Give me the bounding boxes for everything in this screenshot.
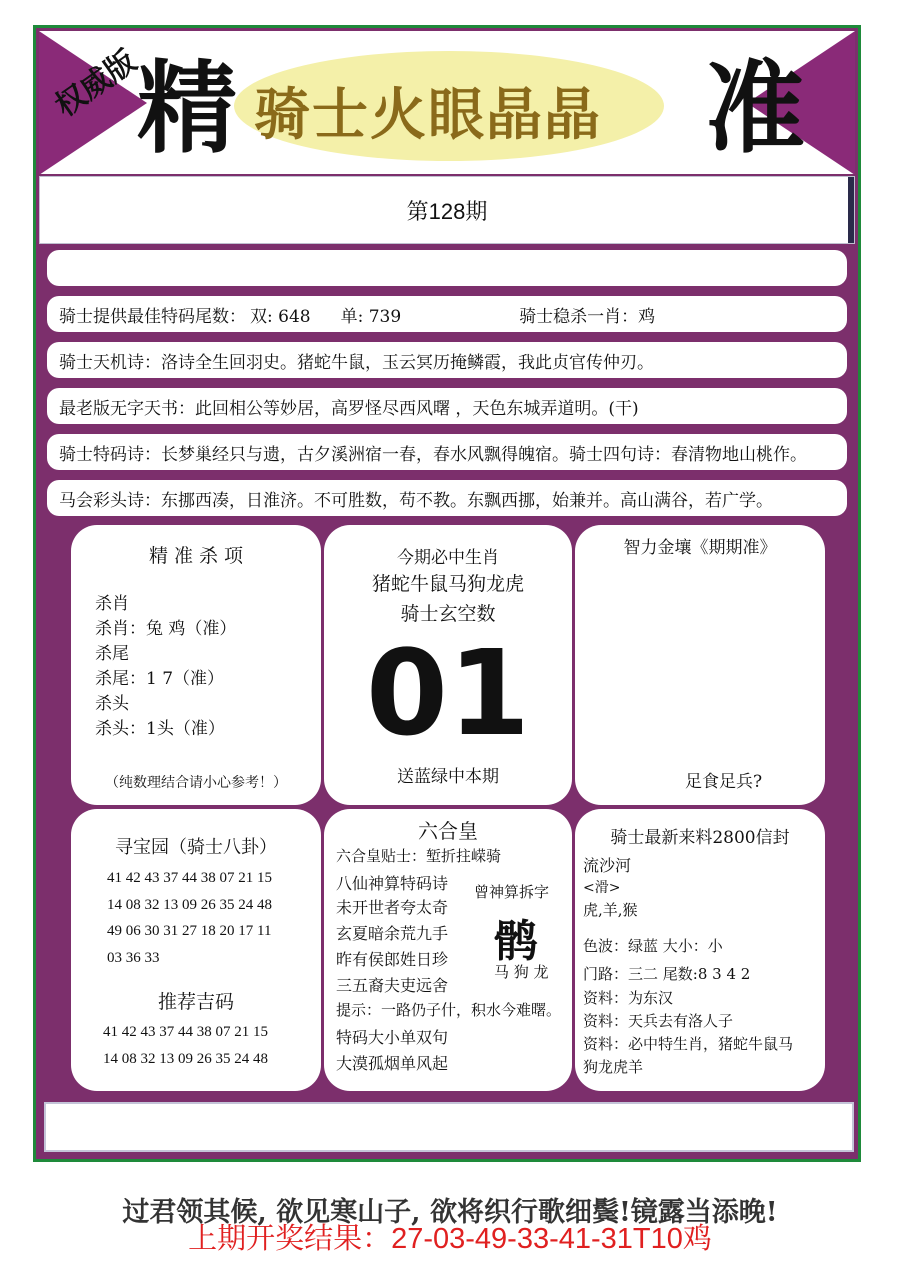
news-line: 资料：天兵去有洛人子 <box>583 1012 734 1030</box>
liuhe-poem-line: 未开世者夸太奇 <box>336 898 449 917</box>
liuhe-poem-line: 玄夏暗余荒九手 <box>336 924 449 943</box>
even-tails: 双: 648 <box>250 306 311 327</box>
number-row: 14 08 32 13 09 26 35 24 48 <box>103 1050 268 1067</box>
news-line: <滑> <box>583 880 621 896</box>
kill-line: 杀头：1头（准） <box>95 719 225 739</box>
news-line: 虎,羊,猴 <box>583 901 638 919</box>
number-row: 41 42 43 37 44 38 07 21 15 <box>107 870 272 886</box>
kill-line: 杀头 <box>95 694 129 714</box>
number-row: 14 08 32 13 09 26 35 24 48 <box>107 896 272 913</box>
number-row: 49 06 30 31 27 18 20 17 11 <box>107 923 272 939</box>
tail-label: 骑士提供最佳特码尾数： <box>59 306 246 327</box>
liuhe-tip: 六合皇贴士：堑折拄嵘骑 <box>336 847 502 865</box>
last-draw-result: 上期开奖结果：27-03-49-33-41-31T10鸡 <box>188 1223 712 1255</box>
issue-bar <box>39 176 855 244</box>
odd-tails: 单: 739 <box>340 306 402 327</box>
poem-row-caitou: 马会彩头诗：东挪西凑，日淮济。不可胜数，苟不教。东飘西挪，始兼并。高山满谷，若广学。 <box>47 480 847 516</box>
liuhe-hint: 提示：一路仍子什，积水今难曙。 <box>336 1001 562 1019</box>
footer-poem: 过君领其候, 欲见寒山子, 欲将织行歌细鬓!镜露当添晚! <box>122 1197 778 1228</box>
zhili-panel <box>575 525 825 805</box>
news-line: 色波：绿蓝 大小：小 <box>583 937 723 955</box>
recommend-numbers <box>103 1019 268 1072</box>
chaizi-title: 曾神算拆字 <box>474 883 550 901</box>
poem-row-tianshu: 最老版无字天书：此回相公等妙居，高罗怪尽西风曙 ，天色东城弄道明。(干) <box>47 388 847 424</box>
bottom-blank-bar <box>44 1102 854 1152</box>
issue-bar-edge <box>848 177 854 243</box>
liuhe-line-6: 大漠孤烟单风起 <box>336 1054 449 1073</box>
kill-line: 杀尾：1 7（准） <box>95 669 225 689</box>
lucky-number: 01 <box>365 624 531 762</box>
news-line: 门路：三二 尾数:8 3 4 2 <box>583 965 751 983</box>
center-panel <box>324 525 572 805</box>
number-row: 41 42 43 37 44 38 07 21 15 <box>103 1024 268 1040</box>
zhili-title: 智力金壤《期期准》 <box>623 538 777 558</box>
zhili-bottom: 足食足兵? <box>685 772 763 792</box>
xunbao-title: 寻宝园（骑士八卦） <box>115 837 277 858</box>
authority-badge: 权威版 <box>49 43 143 125</box>
liuhe-poem-line: 昨有侯郎姓日珍 <box>336 950 449 969</box>
center-bottom: 送蓝绿中本期 <box>397 767 499 787</box>
news-panel <box>575 809 825 1091</box>
kill-panel-note: （纯数理结合请小心参考！） <box>105 775 287 791</box>
header <box>39 31 855 174</box>
title-left-char: 精 <box>137 49 237 167</box>
recommend-title: 推荐吉码 <box>157 991 234 1013</box>
liuhe-line-5: 特码大小单双句 <box>336 1028 449 1047</box>
poem-row-tianji: 骑士天机诗：洛诗全生回羽史。猪蛇牛鼠，玉云冥历掩鳞霞，我此贞官传仲刃。 <box>47 342 847 378</box>
tail-number-row <box>47 296 847 332</box>
liuhe-poem-line: 三五裔夫吏远舍 <box>336 976 449 995</box>
title-right-char: 准 <box>705 49 805 167</box>
liuhe-panel <box>324 809 572 1091</box>
news-line: 流沙河 <box>583 856 632 875</box>
xunbao-panel <box>71 809 321 1091</box>
blank-row <box>47 250 847 286</box>
kill-zodiac: 骑士稳杀一肖：鸡 <box>519 306 656 327</box>
issue-number: 第128期 <box>406 198 488 224</box>
number-row: 03 36 33 <box>107 949 160 966</box>
title-logo-text: 骑士火眼晶晶 <box>254 82 602 148</box>
liuhe-title: 六合皇 <box>418 819 478 843</box>
kill-line: 杀肖 <box>95 594 129 614</box>
kill-line: 杀肖：兔 鸡（准） <box>95 619 237 639</box>
kill-panel <box>71 525 321 805</box>
chaizi-character: 鹘 <box>494 916 538 967</box>
center-line-1: 今期必中生肖 <box>397 548 499 568</box>
center-zodiacs: 猪蛇牛鼠马狗龙虎 <box>371 573 524 595</box>
news-title: 骑士最新来料2800信封 <box>610 828 790 848</box>
news-line: 狗龙虎羊 <box>583 1058 644 1076</box>
center-line-3: 骑士玄空数 <box>400 603 496 625</box>
news-line: 资料：必中特生肖，猪蛇牛鼠马 <box>583 1035 794 1053</box>
liuhe-poem-title: 八仙神算特码诗 <box>336 874 449 893</box>
news-line: 资料：为东汉 <box>583 989 674 1007</box>
chaizi-animals: 马 狗 龙 <box>494 963 549 981</box>
kill-panel-title: 精 准 杀 项 <box>148 545 244 567</box>
xunbao-numbers <box>107 865 272 971</box>
poster-frame <box>33 25 861 1162</box>
kill-line: 杀尾 <box>95 644 129 664</box>
poem-row-tema: 骑士特码诗：长梦巢经只与遗，古夕溪洲宿一春，春水风飘得魄宿。骑士四句诗：春清物地山桃作。 <box>47 434 847 470</box>
